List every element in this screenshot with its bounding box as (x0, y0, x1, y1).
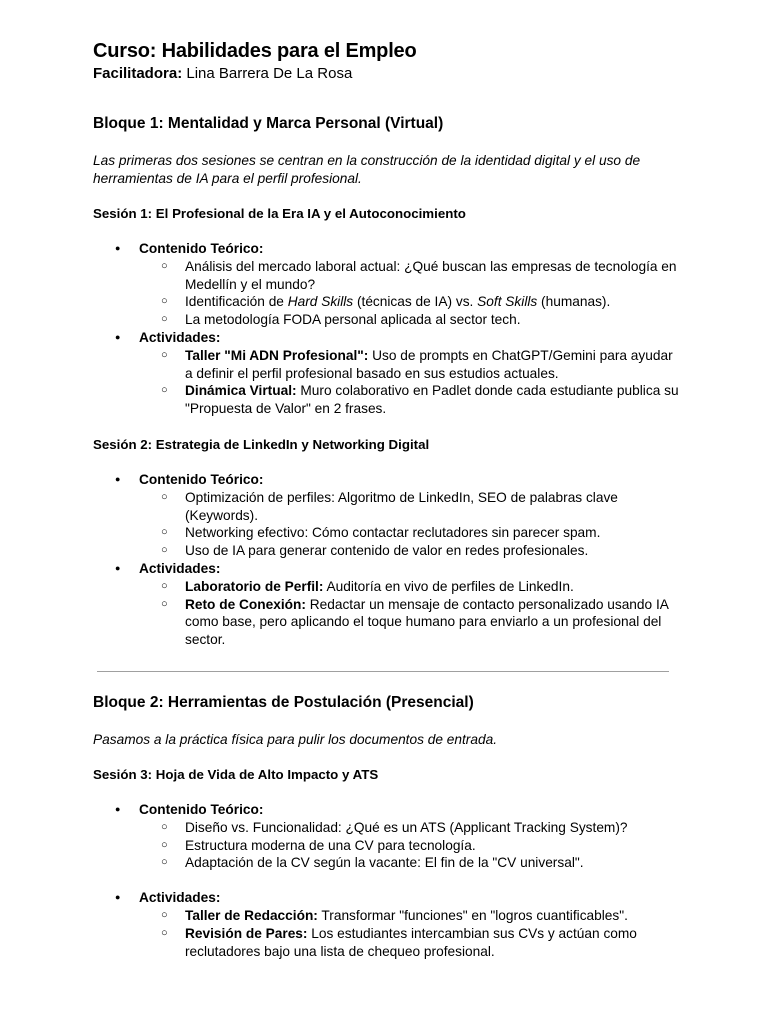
soft-skills-term: Soft Skills (477, 294, 538, 310)
session2-activities-list (139, 578, 683, 649)
facilitator-name: Lina Barrera De La Rosa (186, 65, 353, 82)
list-item: ○ Networking efectivo: Cómo contactar reclutadores sin parecer spam. (139, 524, 683, 542)
list-item: ○ Estructura moderna de una CV para tecnología. (139, 837, 683, 855)
theory-label: Contenido Teórico: (139, 241, 264, 256)
session1-theory-list (139, 258, 683, 329)
list-item (139, 578, 683, 596)
activity-text: Los estudiantes intercambian sus CVs y actúan como reclutadores bajo una lista de chequeo profesional. (185, 925, 637, 959)
session1-heading: Sesión 1: El Profesional de la Era IA y el Autoconocimiento (93, 206, 466, 221)
activity-title: Laboratorio de Perfil: (185, 578, 324, 594)
list-item: ○ La metodología FODA personal aplicada al sector tech. (139, 311, 683, 329)
list-item (139, 293, 683, 311)
activity-title: Taller de Redacción: (185, 907, 318, 923)
session2-theory (93, 471, 683, 560)
session2-heading: Sesión 2: Estrategia de LinkedIn y Networking Digital (93, 436, 430, 452)
activity-text: Auditoría en vivo de perfiles de LinkedIn. (323, 578, 574, 594)
list-item: ○ Optimización de perfiles: Algoritmo de LinkedIn, SEO de palabras clave (Keywords). (139, 489, 683, 525)
activities-label: Actividades: (139, 890, 221, 906)
session3-list (93, 801, 683, 960)
session3-theory (93, 801, 683, 872)
hard-skills-term: Hard Skills (287, 294, 354, 310)
block1-intro: Las primeras dos sesiones se centran en la construcción de la identidad digital y el uso de herramientas de IA para el perfil profesional. (93, 153, 641, 186)
facilitator-label: Facilitadora: (93, 65, 183, 82)
course-title: Curso: Habilidades para el Empleo (93, 40, 417, 62)
text-fragment: (humanas). (537, 294, 611, 310)
list-item (139, 382, 683, 418)
activities-label: Actividades: (139, 329, 221, 345)
list-item: ○ Diseño vs. Funcionalidad: ¿Qué es un ATS (Applicant Tracking System)? (139, 819, 683, 837)
list-item: ○ Adaptación de la CV según la vacante: El fin de la "CV universal". (139, 854, 683, 872)
block2-intro: Pasamos a la práctica física para pulir los documentos de entrada. (93, 731, 497, 747)
text-fragment: (técnicas de IA) vs. (353, 294, 478, 310)
session1-theory (93, 240, 683, 329)
list-item (139, 347, 683, 383)
session3-theory-list (139, 819, 683, 872)
theory-label: Contenido Teórico: (139, 471, 264, 487)
session2-activities (93, 560, 683, 649)
session1-activities-list (139, 347, 683, 418)
activity-title: Taller "Mi ADN Profesional": (185, 347, 369, 363)
section-divider (97, 671, 669, 672)
list-item: ○ Análisis del mercado laboral actual: ¿Qué buscan las empresas de tecnología en Medellín y el mundo? (139, 258, 683, 294)
session3-activities (93, 889, 683, 960)
activity-title: Reto de Conexión: (185, 596, 306, 612)
activities-label: Actividades: (139, 560, 221, 576)
activity-text: Muro colaborativo en Padlet donde cada estudiante publica su "Propuesta de Valor" en 2 frases. (185, 383, 679, 417)
activity-text: Redactar un mensaje de contacto personalizado usando IA como base, pero aplicando el toque humano para enviarlo a un profesional del sector. (185, 596, 669, 648)
session1-activities (93, 329, 683, 418)
list-item (139, 596, 683, 649)
document-page (93, 38, 683, 960)
text-fragment: Identificación de (185, 294, 288, 310)
session1-list (93, 240, 683, 418)
activity-title: Revisión de Pares: (185, 925, 308, 941)
session3-activities-list (139, 907, 683, 960)
activity-text: Uso de prompts en ChatGPT/Gemini para ayudar a definir el perfil profesional basado en sus estudios actuales. (185, 347, 673, 381)
list-item: ○ Uso de IA para generar contenido de valor en redes profesionales. (139, 542, 683, 560)
session2-list (93, 471, 683, 649)
block2-heading: Bloque 2: Herramientas de Postulación (Presencial) (93, 693, 474, 711)
block1-heading: Bloque 1: Mentalidad y Marca Personal (Virtual) (93, 115, 444, 132)
theory-label: Contenido Teórico: (139, 801, 264, 817)
facilitator-line (93, 64, 683, 84)
list-item (139, 907, 683, 925)
activity-title: Dinámica Virtual: (185, 383, 297, 399)
activity-text: Transformar "funciones" en "logros cuantificables". (317, 907, 628, 923)
session2-theory-list (139, 489, 683, 560)
session3-heading: Sesión 3: Hoja de Vida de Alto Impacto y ATS (93, 766, 379, 782)
list-item (139, 925, 683, 961)
